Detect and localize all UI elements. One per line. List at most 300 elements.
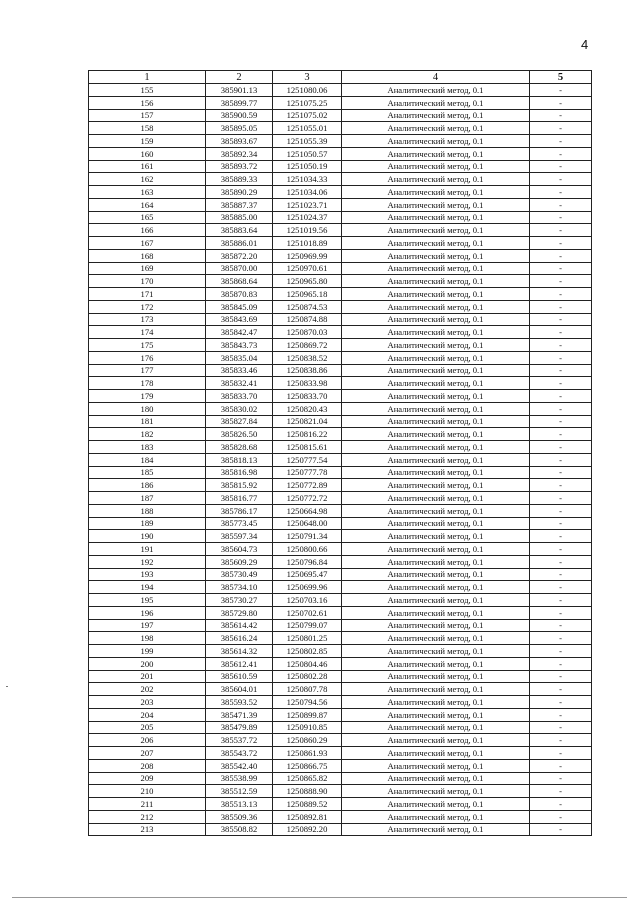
y-coordinate-cell: 1250794.56 [273,696,342,709]
x-coordinate-cell: 385892.34 [206,147,273,160]
note-cell: - [530,390,592,403]
x-coordinate-cell: 385512.59 [206,785,273,798]
table-row [89,160,592,173]
y-coordinate-cell: 1250695.47 [273,568,342,581]
note-cell: - [530,479,592,492]
method-cell: Аналитический метод, 0.1 [342,619,530,632]
note-cell: - [530,300,592,313]
table-body [89,84,592,836]
point-number-cell: 212 [89,810,206,823]
point-number-cell: 174 [89,326,206,339]
note-cell: - [530,441,592,454]
y-coordinate-cell: 1250970.61 [273,262,342,275]
y-coordinate-cell: 1251050.19 [273,160,342,173]
note-cell: - [530,211,592,224]
table-row [89,211,592,224]
method-cell: Аналитический метод, 0.1 [342,683,530,696]
table-row [89,339,592,352]
method-cell: Аналитический метод, 0.1 [342,390,530,403]
margin-mark [6,686,8,687]
header-cell-1: 1 [89,71,206,84]
x-coordinate-cell: 385889.33 [206,173,273,186]
table-row [89,377,592,390]
header-cell-3: 3 [273,71,342,84]
y-coordinate-cell: 1250802.85 [273,645,342,658]
note-cell: - [530,122,592,135]
y-coordinate-cell: 1251080.06 [273,84,342,97]
point-number-cell: 196 [89,606,206,619]
x-coordinate-cell: 385543.72 [206,747,273,760]
table-row [89,109,592,122]
method-cell: Аналитический метод, 0.1 [342,696,530,709]
method-cell: Аналитический метод, 0.1 [342,224,530,237]
note-cell: - [530,734,592,747]
note-cell: - [530,351,592,364]
y-coordinate-cell: 1250702.61 [273,606,342,619]
point-number-cell: 186 [89,479,206,492]
x-coordinate-cell: 385479.89 [206,721,273,734]
note-cell: - [530,249,592,262]
x-coordinate-cell: 385734.10 [206,581,273,594]
x-coordinate-cell: 385826.50 [206,428,273,441]
note-cell: - [530,657,592,670]
point-number-cell: 190 [89,530,206,543]
method-cell: Аналитический метод, 0.1 [342,160,530,173]
note-cell: - [530,339,592,352]
note-cell: - [530,288,592,301]
table-row [89,734,592,747]
x-coordinate-cell: 385593.52 [206,696,273,709]
table-row [89,262,592,275]
y-coordinate-cell: 1251019.56 [273,224,342,237]
point-number-cell: 172 [89,300,206,313]
point-number-cell: 161 [89,160,206,173]
table-row [89,441,592,454]
method-cell: Аналитический метод, 0.1 [342,351,530,364]
table-row [89,810,592,823]
method-cell: Аналитический метод, 0.1 [342,453,530,466]
table-row [89,237,592,250]
note-cell: - [530,237,592,250]
note-cell: - [530,632,592,645]
point-number-cell: 197 [89,619,206,632]
point-number-cell: 168 [89,249,206,262]
y-coordinate-cell: 1250888.90 [273,785,342,798]
x-coordinate-cell: 385818.13 [206,453,273,466]
x-coordinate-cell: 385816.98 [206,466,273,479]
table-row [89,326,592,339]
method-cell: Аналитический метод, 0.1 [342,364,530,377]
point-number-cell: 203 [89,696,206,709]
point-number-cell: 171 [89,288,206,301]
point-number-cell: 189 [89,517,206,530]
table-row [89,708,592,721]
method-cell: Аналитический метод, 0.1 [342,441,530,454]
x-coordinate-cell: 385900.59 [206,109,273,122]
x-coordinate-cell: 385730.27 [206,594,273,607]
note-cell: - [530,594,592,607]
x-coordinate-cell: 385868.64 [206,275,273,288]
x-coordinate-cell: 385883.64 [206,224,273,237]
point-number-cell: 173 [89,313,206,326]
y-coordinate-cell: 1250815.61 [273,441,342,454]
note-cell: - [530,402,592,415]
method-cell: Аналитический метод, 0.1 [342,262,530,275]
point-number-cell: 202 [89,683,206,696]
y-coordinate-cell: 1250969.99 [273,249,342,262]
y-coordinate-cell: 1250838.86 [273,364,342,377]
note-cell: - [530,428,592,441]
y-coordinate-cell: 1251034.33 [273,173,342,186]
method-cell: Аналитический метод, 0.1 [342,198,530,211]
note-cell: - [530,530,592,543]
table-row [89,555,592,568]
y-coordinate-cell: 1250899.87 [273,708,342,721]
x-coordinate-cell: 385899.77 [206,96,273,109]
x-coordinate-cell: 385842.47 [206,326,273,339]
method-cell: Аналитический метод, 0.1 [342,415,530,428]
point-number-cell: 163 [89,186,206,199]
page-number: 4 [581,37,589,52]
method-cell: Аналитический метод, 0.1 [342,823,530,836]
method-cell: Аналитический метод, 0.1 [342,530,530,543]
table-row [89,415,592,428]
method-cell: Аналитический метод, 0.1 [342,594,530,607]
point-number-cell: 180 [89,402,206,415]
x-coordinate-cell: 385513.13 [206,798,273,811]
point-number-cell: 210 [89,785,206,798]
method-cell: Аналитический метод, 0.1 [342,657,530,670]
x-coordinate-cell: 385833.46 [206,364,273,377]
x-coordinate-cell: 385893.67 [206,135,273,148]
point-number-cell: 211 [89,798,206,811]
table-row [89,594,592,607]
point-number-cell: 179 [89,390,206,403]
x-coordinate-cell: 385843.69 [206,313,273,326]
note-cell: - [530,96,592,109]
method-cell: Аналитический метод, 0.1 [342,798,530,811]
note-cell: - [530,645,592,658]
table-row [89,300,592,313]
y-coordinate-cell: 1251050.57 [273,147,342,160]
method-cell: Аналитический метод, 0.1 [342,249,530,262]
note-cell: - [530,747,592,760]
point-number-cell: 205 [89,721,206,734]
table-row [89,683,592,696]
x-coordinate-cell: 385609.29 [206,555,273,568]
method-cell: Аналитический метод, 0.1 [342,300,530,313]
x-coordinate-cell: 385508.82 [206,823,273,836]
table-row [89,581,592,594]
y-coordinate-cell: 1250874.88 [273,313,342,326]
y-coordinate-cell: 1251055.39 [273,135,342,148]
table-row [89,823,592,836]
table-row [89,606,592,619]
note-cell: - [530,453,592,466]
y-coordinate-cell: 1250833.98 [273,377,342,390]
point-number-cell: 166 [89,224,206,237]
note-cell: - [530,785,592,798]
method-cell: Аналитический метод, 0.1 [342,122,530,135]
note-cell: - [530,135,592,148]
table-row [89,186,592,199]
y-coordinate-cell: 1250777.54 [273,453,342,466]
y-coordinate-cell: 1251075.25 [273,96,342,109]
note-cell: - [530,275,592,288]
note-cell: - [530,109,592,122]
y-coordinate-cell: 1250833.70 [273,390,342,403]
note-cell: - [530,262,592,275]
method-cell: Аналитический метод, 0.1 [342,632,530,645]
y-coordinate-cell: 1251075.02 [273,109,342,122]
table-row [89,670,592,683]
table-row [89,364,592,377]
x-coordinate-cell: 385832.41 [206,377,273,390]
point-number-cell: 199 [89,645,206,658]
note-cell: - [530,543,592,556]
y-coordinate-cell: 1250865.82 [273,772,342,785]
note-cell: - [530,810,592,823]
x-coordinate-cell: 385730.49 [206,568,273,581]
note-cell: - [530,466,592,479]
table-row [89,504,592,517]
x-coordinate-cell: 385885.00 [206,211,273,224]
method-cell: Аналитический метод, 0.1 [342,237,530,250]
method-cell: Аналитический метод, 0.1 [342,504,530,517]
point-number-cell: 159 [89,135,206,148]
method-cell: Аналитический метод, 0.1 [342,721,530,734]
method-cell: Аналитический метод, 0.1 [342,479,530,492]
method-cell: Аналитический метод, 0.1 [342,670,530,683]
x-coordinate-cell: 385604.01 [206,683,273,696]
note-cell: - [530,683,592,696]
x-coordinate-cell: 385870.00 [206,262,273,275]
x-coordinate-cell: 385773.45 [206,517,273,530]
y-coordinate-cell: 1250910.85 [273,721,342,734]
method-cell: Аналитический метод, 0.1 [342,275,530,288]
method-cell: Аналитический метод, 0.1 [342,339,530,352]
table-row [89,122,592,135]
note-cell: - [530,224,592,237]
note-cell: - [530,721,592,734]
x-coordinate-cell: 385786.17 [206,504,273,517]
x-coordinate-cell: 385870.83 [206,288,273,301]
point-number-cell: 164 [89,198,206,211]
point-number-cell: 187 [89,492,206,505]
note-cell: - [530,619,592,632]
point-number-cell: 194 [89,581,206,594]
table-row [89,288,592,301]
point-number-cell: 207 [89,747,206,760]
method-cell: Аналитический метод, 0.1 [342,492,530,505]
header-cell-4: 4 [342,71,530,84]
y-coordinate-cell: 1251055.01 [273,122,342,135]
method-cell: Аналитический метод, 0.1 [342,135,530,148]
table-row [89,645,592,658]
table-row [89,530,592,543]
x-coordinate-cell: 385830.02 [206,402,273,415]
note-cell: - [530,160,592,173]
point-number-cell: 198 [89,632,206,645]
y-coordinate-cell: 1250772.72 [273,492,342,505]
table-row [89,747,592,760]
table-row [89,173,592,186]
table-row [89,492,592,505]
point-number-cell: 204 [89,708,206,721]
point-number-cell: 155 [89,84,206,97]
point-number-cell: 167 [89,237,206,250]
x-coordinate-cell: 385890.29 [206,186,273,199]
y-coordinate-cell: 1250801.25 [273,632,342,645]
table-row [89,479,592,492]
point-number-cell: 201 [89,670,206,683]
note-cell: - [530,798,592,811]
method-cell: Аналитический метод, 0.1 [342,313,530,326]
x-coordinate-cell: 385614.32 [206,645,273,658]
method-cell: Аналитический метод, 0.1 [342,377,530,390]
point-number-cell: 181 [89,415,206,428]
header-row [89,71,592,84]
note-cell: - [530,708,592,721]
point-number-cell: 208 [89,759,206,772]
table-row [89,390,592,403]
x-coordinate-cell: 385845.09 [206,300,273,313]
note-cell: - [530,568,592,581]
note-cell: - [530,772,592,785]
method-cell: Аналитический метод, 0.1 [342,810,530,823]
x-coordinate-cell: 385835.04 [206,351,273,364]
method-cell: Аналитический метод, 0.1 [342,288,530,301]
note-cell: - [530,377,592,390]
table-row [89,402,592,415]
note-cell: - [530,759,592,772]
method-cell: Аналитический метод, 0.1 [342,428,530,441]
y-coordinate-cell: 1251034.06 [273,186,342,199]
table-row [89,135,592,148]
table-row [89,632,592,645]
note-cell: - [530,670,592,683]
note-cell: - [530,415,592,428]
x-coordinate-cell: 385816.77 [206,492,273,505]
x-coordinate-cell: 385729.80 [206,606,273,619]
method-cell: Аналитический метод, 0.1 [342,568,530,581]
note-cell: - [530,84,592,97]
note-cell: - [530,147,592,160]
y-coordinate-cell: 1250804.46 [273,657,342,670]
method-cell: Аналитический метод, 0.1 [342,186,530,199]
coordinates-table [88,70,592,836]
y-coordinate-cell: 1251023.71 [273,198,342,211]
y-coordinate-cell: 1250777.78 [273,466,342,479]
header-cell-5: 5 [530,71,592,84]
point-number-cell: 178 [89,377,206,390]
y-coordinate-cell: 1250772.89 [273,479,342,492]
y-coordinate-cell: 1250892.81 [273,810,342,823]
x-coordinate-cell: 385895.05 [206,122,273,135]
page-bottom-rule [12,897,627,898]
y-coordinate-cell: 1250869.72 [273,339,342,352]
table-row [89,772,592,785]
method-cell: Аналитический метод, 0.1 [342,759,530,772]
x-coordinate-cell: 385893.72 [206,160,273,173]
x-coordinate-cell: 385610.59 [206,670,273,683]
point-number-cell: 175 [89,339,206,352]
table-row [89,619,592,632]
method-cell: Аналитический метод, 0.1 [342,543,530,556]
table-row [89,721,592,734]
point-number-cell: 193 [89,568,206,581]
y-coordinate-cell: 1250807.78 [273,683,342,696]
point-number-cell: 183 [89,441,206,454]
y-coordinate-cell: 1250838.52 [273,351,342,364]
y-coordinate-cell: 1250802.28 [273,670,342,683]
table-row [89,759,592,772]
method-cell: Аналитический метод, 0.1 [342,147,530,160]
y-coordinate-cell: 1250799.07 [273,619,342,632]
note-cell: - [530,555,592,568]
x-coordinate-cell: 385833.70 [206,390,273,403]
x-coordinate-cell: 385542.40 [206,759,273,772]
y-coordinate-cell: 1250870.03 [273,326,342,339]
method-cell: Аналитический метод, 0.1 [342,211,530,224]
y-coordinate-cell: 1250860.29 [273,734,342,747]
y-coordinate-cell: 1251018.89 [273,237,342,250]
method-cell: Аналитический метод, 0.1 [342,734,530,747]
table-row [89,84,592,97]
point-number-cell: 158 [89,122,206,135]
x-coordinate-cell: 385597.34 [206,530,273,543]
method-cell: Аналитический метод, 0.1 [342,466,530,479]
point-number-cell: 156 [89,96,206,109]
point-number-cell: 170 [89,275,206,288]
y-coordinate-cell: 1250699.96 [273,581,342,594]
y-coordinate-cell: 1250965.18 [273,288,342,301]
table-row [89,798,592,811]
method-cell: Аналитический метод, 0.1 [342,606,530,619]
x-coordinate-cell: 385604.73 [206,543,273,556]
method-cell: Аналитический метод, 0.1 [342,708,530,721]
method-cell: Аналитический метод, 0.1 [342,173,530,186]
table-row [89,517,592,530]
note-cell: - [530,823,592,836]
y-coordinate-cell: 1251024.37 [273,211,342,224]
table-row [89,96,592,109]
note-cell: - [530,492,592,505]
point-number-cell: 209 [89,772,206,785]
x-coordinate-cell: 385471.39 [206,708,273,721]
point-number-cell: 182 [89,428,206,441]
point-number-cell: 169 [89,262,206,275]
y-coordinate-cell: 1250866.75 [273,759,342,772]
header-cell-2: 2 [206,71,273,84]
point-number-cell: 162 [89,173,206,186]
point-number-cell: 191 [89,543,206,556]
note-cell: - [530,606,592,619]
note-cell: - [530,186,592,199]
point-number-cell: 177 [89,364,206,377]
method-cell: Аналитический метод, 0.1 [342,785,530,798]
y-coordinate-cell: 1250820.43 [273,402,342,415]
method-cell: Аналитический метод, 0.1 [342,645,530,658]
table-row [89,275,592,288]
note-cell: - [530,364,592,377]
table-row [89,785,592,798]
point-number-cell: 188 [89,504,206,517]
point-number-cell: 206 [89,734,206,747]
method-cell: Аналитический метод, 0.1 [342,326,530,339]
point-number-cell: 192 [89,555,206,568]
y-coordinate-cell: 1250861.93 [273,747,342,760]
